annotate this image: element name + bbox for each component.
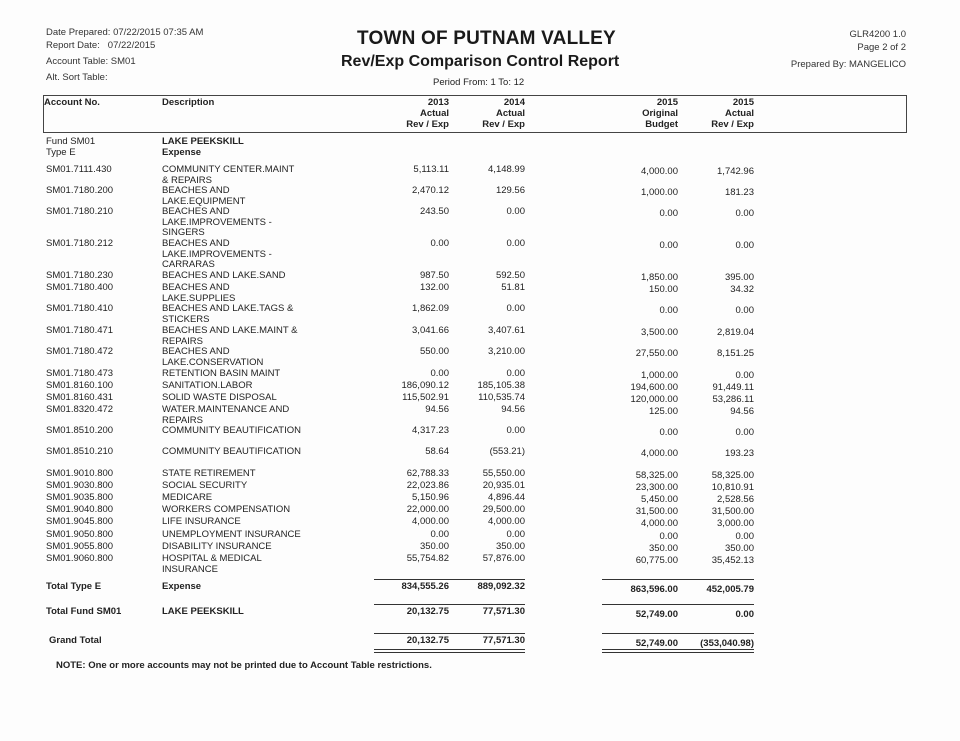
amount-cell: 4,148.99 xyxy=(488,164,525,175)
amount-cell: 0.00 xyxy=(735,305,754,316)
account-description: WATER.MAINTENANCE AND REPAIRS xyxy=(162,404,290,426)
total-rule xyxy=(602,579,678,580)
report-title: Rev/Exp Comparison Control Report xyxy=(341,53,620,70)
total-amount: 77,571.30 xyxy=(482,635,525,646)
account-number: SM01.9060.800 xyxy=(46,553,114,564)
amount-cell: 62,788.33 xyxy=(406,468,449,479)
footer-note: NOTE: One or more accounts may not be printed due to Account Table restrictions. xyxy=(56,660,432,671)
amount-cell: 2,819.04 xyxy=(717,327,754,338)
account-number: SM01.7180.473 xyxy=(46,368,114,379)
amount-cell: (553.21) xyxy=(489,446,525,457)
amount-cell: 0.00 xyxy=(659,427,678,438)
amount-cell: 2,470.12 xyxy=(412,185,449,196)
report-town-title: TOWN OF PUTNAM VALLEY xyxy=(357,28,616,49)
amount-cell: 0.00 xyxy=(659,240,678,251)
amount-cell: 31,500.00 xyxy=(711,506,754,517)
amount-cell: 0.00 xyxy=(430,368,449,379)
amount-cell: 0.00 xyxy=(735,208,754,219)
account-description: COMMUNITY CENTER.MAINT & REPAIRS xyxy=(162,164,295,186)
total-amount: 863,596.00 xyxy=(630,584,678,595)
page-number: Page 2 of 2 xyxy=(857,42,906,53)
account-description: STATE RETIREMENT xyxy=(162,468,256,479)
grand-total-double-rule xyxy=(449,649,525,653)
amount-cell: 53,286.11 xyxy=(712,394,754,405)
account-number: SM01.8510.210 xyxy=(46,446,114,457)
total-amount: 889,092.32 xyxy=(477,581,525,592)
total-label: Total Fund SM01 xyxy=(46,606,122,617)
amount-cell: 10,810.91 xyxy=(711,482,754,493)
amount-cell: 1,862.09 xyxy=(412,303,449,314)
amount-cell: 350.00 xyxy=(724,543,754,554)
account-description: DISABILITY INSURANCE xyxy=(162,541,272,552)
amount-cell: 58.64 xyxy=(425,446,449,457)
amount-cell: 4,317.23 xyxy=(412,425,449,436)
total-rule xyxy=(678,604,754,605)
total-amount: 20,132.75 xyxy=(406,606,449,617)
account-description: BEACHES AND LAKE.CONSERVATION xyxy=(162,346,264,368)
amount-cell: 1,000.00 xyxy=(641,370,678,381)
amount-cell: 185,105.38 xyxy=(477,380,525,391)
account-description: HOSPITAL & MEDICAL INSURANCE xyxy=(162,553,262,575)
amount-cell: 3,041.66 xyxy=(412,325,449,336)
amount-cell: 20,935.01 xyxy=(482,480,525,491)
account-number: SM01.9010.800 xyxy=(46,468,114,479)
amount-cell: 0.00 xyxy=(735,427,754,438)
amount-cell: 57,876.00 xyxy=(482,553,525,564)
amount-cell: 23,300.00 xyxy=(635,482,678,493)
amount-cell: 60,775.00 xyxy=(635,555,678,566)
amount-cell: 58,325.00 xyxy=(711,470,754,481)
account-description: BEACHES AND LAKE.EQUIPMENT xyxy=(162,185,246,207)
amount-cell: 3,000.00 xyxy=(717,518,754,529)
total-label: Total Type E xyxy=(46,581,102,592)
total-description: LAKE PEEKSKILL xyxy=(162,606,244,617)
total-rule xyxy=(602,604,678,605)
report-id: GLR4200 1.0 xyxy=(849,29,906,40)
grand-total-double-rule xyxy=(678,649,754,653)
total-rule xyxy=(449,633,525,634)
total-amount: 52,749.00 xyxy=(635,609,678,620)
account-description: RETENTION BASIN MAINT xyxy=(162,368,281,379)
account-description: SOCIAL SECURITY xyxy=(162,480,248,491)
account-description: BEACHES AND LAKE.MAINT & REPAIRS xyxy=(162,325,298,347)
amount-cell: 5,450.00 xyxy=(641,494,678,505)
account-number: SM01.9030.800 xyxy=(46,480,114,491)
date-prepared: Date Prepared: 07/22/2015 07:35 AM xyxy=(46,27,204,38)
amount-cell: 4,000.00 xyxy=(488,516,525,527)
amount-cell: 0.00 xyxy=(430,238,449,249)
amount-cell: 550.00 xyxy=(419,346,449,357)
amount-cell: 0.00 xyxy=(506,303,525,314)
amount-cell: 22,023.86 xyxy=(406,480,449,491)
total-rule xyxy=(602,633,678,634)
amount-cell: 51.81 xyxy=(501,282,525,293)
amount-cell: 1,850.00 xyxy=(641,272,678,283)
account-description: BEACHES AND LAKE.IMPROVEMENTS - CARRARAS xyxy=(162,238,272,270)
amount-cell: 125.00 xyxy=(648,406,678,417)
amount-cell: 34.32 xyxy=(730,284,754,295)
amount-cell: 115,502.91 xyxy=(402,392,449,403)
amount-cell: 0.00 xyxy=(506,368,525,379)
account-number: SM01.9035.800 xyxy=(46,492,114,503)
total-amount: (353,040.98) xyxy=(700,638,754,649)
account-number: SM01.9055.800 xyxy=(46,541,114,552)
amount-cell: 243.50 xyxy=(419,206,449,217)
total-label: Grand Total xyxy=(49,635,102,646)
amount-cell: 55,550.00 xyxy=(482,468,525,479)
amount-cell: 592.50 xyxy=(495,270,525,281)
total-rule xyxy=(374,633,450,634)
total-rule xyxy=(449,579,525,580)
amount-cell: 186,090.12 xyxy=(401,380,449,391)
amount-cell: 987.50 xyxy=(419,270,449,281)
amount-cell: 31,500.00 xyxy=(635,506,678,517)
account-number: SM01.7180.400 xyxy=(46,282,114,293)
amount-cell: 0.00 xyxy=(659,208,678,219)
amount-cell: 22,000.00 xyxy=(406,504,449,515)
col-account-no: Account No. xyxy=(44,97,100,108)
grand-total-double-rule xyxy=(374,649,450,653)
amount-cell: 0.00 xyxy=(506,529,525,540)
grand-total-double-rule xyxy=(602,649,678,653)
account-description: COMMUNITY BEAUTIFICATION xyxy=(162,425,301,436)
amount-cell: 0.00 xyxy=(506,425,525,436)
account-number: SM01.7180.212 xyxy=(46,238,114,249)
amount-cell: 3,210.00 xyxy=(488,346,525,357)
amount-cell: 29,500.00 xyxy=(482,504,525,515)
amount-cell: 4,896.44 xyxy=(488,492,525,503)
account-number: SM01.9040.800 xyxy=(46,504,114,515)
amount-cell: 2,528.56 xyxy=(717,494,754,505)
amount-cell: 1,000.00 xyxy=(641,187,678,198)
account-description: LIFE INSURANCE xyxy=(162,516,241,527)
col-description: Description xyxy=(162,97,215,108)
account-description: WORKERS COMPENSATION xyxy=(162,504,291,515)
report-period: Period From: 1 To: 12 xyxy=(433,77,525,88)
account-number: SM01.8320.472 xyxy=(46,404,114,415)
amount-cell: 350.00 xyxy=(648,543,678,554)
amount-cell: 27,550.00 xyxy=(635,348,678,359)
total-rule xyxy=(449,604,525,605)
amount-cell: 120,000.00 xyxy=(630,394,678,405)
amount-cell: 395.00 xyxy=(724,272,754,283)
amount-cell: 94.56 xyxy=(425,404,449,415)
total-rule xyxy=(374,604,450,605)
amount-cell: 0.00 xyxy=(430,529,449,540)
account-number: SM01.9050.800 xyxy=(46,529,114,540)
amount-cell: 35,452.13 xyxy=(711,555,754,566)
total-amount: 20,132.75 xyxy=(406,635,449,646)
account-description: SANITATION.LABOR xyxy=(162,380,253,391)
col-2014-actual: 2014 Actual Rev / Exp xyxy=(482,97,525,130)
amount-cell: 150.00 xyxy=(648,284,678,295)
account-number: SM01.7180.230 xyxy=(46,270,114,281)
account-description: BEACHES AND LAKE.TAGS & STICKERS xyxy=(162,303,294,325)
amount-cell: 55,754.82 xyxy=(406,553,449,564)
account-number: SM01.7180.471 xyxy=(46,325,114,336)
amount-cell: 4,000.00 xyxy=(412,516,449,527)
amount-cell: 193.23 xyxy=(724,448,754,459)
account-description: BEACHES AND LAKE.IMPROVEMENTS - SINGERS xyxy=(162,206,272,238)
amount-cell: 58,325.00 xyxy=(635,470,678,481)
account-number: SM01.7111.430 xyxy=(46,164,112,175)
col-2013-actual: 2013 Actual Rev / Exp xyxy=(406,97,449,130)
account-number: SM01.9045.800 xyxy=(46,516,114,527)
account-table: Account Table: SM01 xyxy=(46,56,136,67)
total-rule xyxy=(678,633,754,634)
account-number: SM01.7180.210 xyxy=(46,206,114,217)
amount-cell: 350.00 xyxy=(495,541,525,552)
total-amount: 452,005.79 xyxy=(706,584,754,595)
amount-cell: 0.00 xyxy=(506,206,525,217)
total-description: Expense xyxy=(162,581,202,592)
account-number: SM01.7180.200 xyxy=(46,185,114,196)
account-description: UNEMPLOYMENT INSURANCE xyxy=(162,529,301,540)
account-number: SM01.7180.410 xyxy=(46,303,114,314)
amount-cell: 4,000.00 xyxy=(641,448,678,459)
account-description: COMMUNITY BEAUTIFICATION xyxy=(162,446,301,457)
total-rule xyxy=(374,579,450,580)
account-description: SOLID WASTE DISPOSAL xyxy=(162,392,277,403)
account-description: MEDICARE xyxy=(162,492,213,503)
amount-cell: 4,000.00 xyxy=(641,166,678,177)
amount-cell: 8,151.25 xyxy=(717,348,754,359)
total-rule xyxy=(678,579,754,580)
amount-cell: 194,600.00 xyxy=(630,382,678,393)
account-number: SM01.7180.472 xyxy=(46,346,114,357)
col-2015-budget: 2015 Original Budget xyxy=(642,97,678,130)
amount-cell: 91,449.11 xyxy=(712,382,754,393)
fund-description: LAKE PEEKSKILL Expense xyxy=(162,136,244,158)
fund-label: Fund SM01 Type E xyxy=(46,136,96,158)
amount-cell: 0.00 xyxy=(735,370,754,381)
amount-cell: 129.56 xyxy=(495,185,525,196)
amount-cell: 350.00 xyxy=(419,541,449,552)
amount-cell: 94.56 xyxy=(730,406,754,417)
alt-sort-table: Alt. Sort Table: xyxy=(46,72,108,83)
amount-cell: 5,150.96 xyxy=(412,492,449,503)
col-2015-actual: 2015 Actual Rev / Exp xyxy=(711,97,754,130)
amount-cell: 132.00 xyxy=(419,282,449,293)
total-amount: 0.00 xyxy=(735,609,754,620)
prepared-by: Prepared By: MANGELICO xyxy=(790,59,906,70)
amount-cell: 0.00 xyxy=(659,305,678,316)
amount-cell: 94.56 xyxy=(501,404,525,415)
total-amount: 834,555.26 xyxy=(401,581,449,592)
amount-cell: 0.00 xyxy=(735,240,754,251)
amount-cell: 4,000.00 xyxy=(641,518,678,529)
amount-cell: 0.00 xyxy=(735,531,754,542)
amount-cell: 0.00 xyxy=(506,238,525,249)
amount-cell: 0.00 xyxy=(659,531,678,542)
account-description: BEACHES AND LAKE.SUPPLIES xyxy=(162,282,236,304)
account-number: SM01.8160.100 xyxy=(46,380,114,391)
amount-cell: 5,113.11 xyxy=(413,164,449,175)
account-number: SM01.8510.200 xyxy=(46,425,114,436)
account-description: BEACHES AND LAKE.SAND xyxy=(162,270,286,281)
amount-cell: 1,742.96 xyxy=(717,166,754,177)
report-date: Report Date: 07/22/2015 xyxy=(46,40,156,51)
total-amount: 77,571.30 xyxy=(482,606,525,617)
total-amount: 52,749.00 xyxy=(635,638,678,649)
amount-cell: 3,500.00 xyxy=(641,327,678,338)
amount-cell: 110,535.74 xyxy=(478,392,525,403)
account-number: SM01.8160.431 xyxy=(46,392,114,403)
amount-cell: 3,407.61 xyxy=(488,325,525,336)
amount-cell: 181.23 xyxy=(724,187,754,198)
